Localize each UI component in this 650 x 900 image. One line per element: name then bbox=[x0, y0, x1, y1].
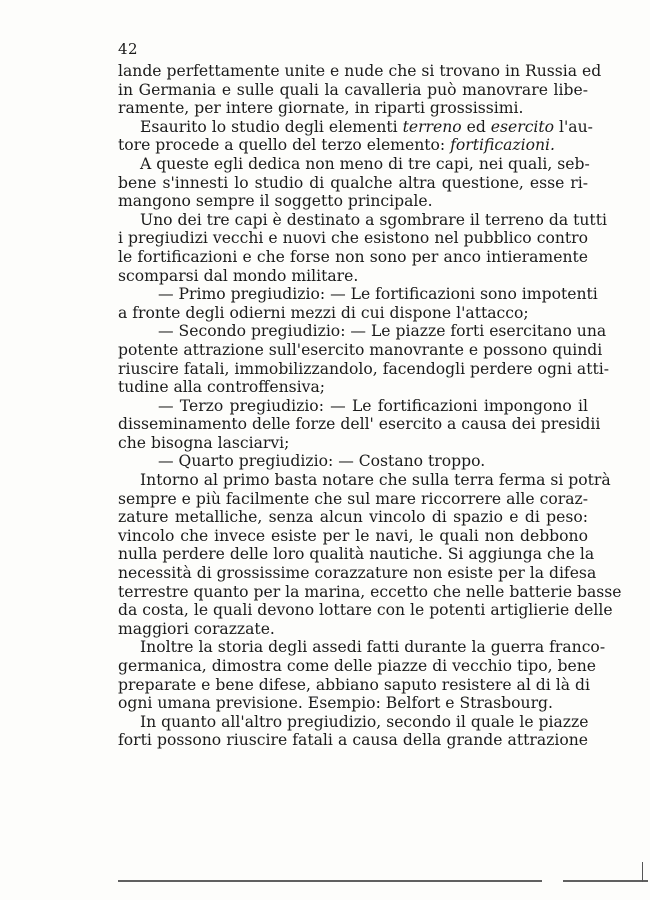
text-line: in Germania e sulle quali la cavalleria può manovrare libe- bbox=[118, 80, 588, 99]
text-line: necessità di grossissime corazzature non esiste per la difesa bbox=[118, 564, 597, 583]
text-line: maggiori corazzate. bbox=[118, 619, 275, 638]
text-line: zature metalliche, senza alcun vincolo di spazio e di peso: bbox=[118, 508, 588, 527]
text-line: In quanto all'altro pregiudizio, secondo il quale le piazze bbox=[140, 712, 589, 731]
text-line: lande perfettamente unite e nude che si trovano in Russia ed bbox=[118, 62, 602, 80]
text-line: bene s'innesti lo studio di qualche altra questione, esse ri- bbox=[118, 173, 588, 192]
text-line: — Primo pregiudizio: — Le fortificazioni sono impotenti bbox=[158, 285, 598, 304]
text-line: Esaurito lo studio degli elementi terreno ed esercito l'au- bbox=[140, 117, 593, 136]
text-line: i pregiudizi vecchi e nuovi che esistono nel pubblico contro bbox=[118, 229, 588, 248]
text-line: mangono sempre il soggetto principale. bbox=[118, 192, 433, 211]
page-body bbox=[118, 62, 622, 750]
text-line: disseminamento delle forze dell' esercito a causa dei presidii bbox=[118, 415, 601, 434]
text-line: ramente, per intere giornate, in riparti grossissimi. bbox=[118, 99, 524, 118]
text-line: tudine alla controffensiva; bbox=[118, 378, 326, 397]
text-line: scomparsi dal mondo militare. bbox=[118, 266, 359, 285]
text-line: le fortificazioni e che forse non sono per anco intieramente bbox=[118, 247, 588, 266]
text-line: tore procede a quello del terzo elemento: fortificazioni. bbox=[118, 136, 555, 155]
text-line: potente attrazione sull'esercito manovrante e possono quindi bbox=[118, 340, 603, 359]
text-line: nulla perdere delle loro qualità nautiche. Si aggiunga che la bbox=[118, 545, 595, 564]
edge-mark bbox=[642, 862, 643, 882]
bottom-scan-rule bbox=[118, 880, 648, 882]
text-line: Inoltre la storia degli assedi fatti durante la guerra franco- bbox=[140, 638, 606, 657]
text-line: riuscire fatali, immobilizzandolo, facendogli perdere ogni atti- bbox=[118, 359, 610, 378]
text-line: che bisogna lasciarvi; bbox=[118, 433, 290, 452]
text-line: Uno dei tre capi è destinato a sgombrare il terreno da tutti bbox=[140, 210, 607, 229]
text-line: preparate e bene difese, abbiano saputo resistere al di là di bbox=[118, 675, 590, 694]
text-line: — Secondo pregiudizio: — Le piazze forti esercitano una bbox=[158, 322, 607, 341]
text-line: germanica, dimostra come delle piazze di vecchio tipo, bene bbox=[118, 657, 597, 675]
text-line: forti possono riuscire fatali a causa della grande attrazione bbox=[118, 731, 588, 750]
text-line: sempre e più facilmente che sul mare riccorrere alle coraz- bbox=[118, 489, 588, 508]
page-number: 42 bbox=[118, 40, 139, 58]
text-line: A queste egli dedica non meno di tre capi, nei quali, seb- bbox=[140, 154, 590, 173]
text-line: terrestre quanto per la marina, eccetto che nelle batterie basse bbox=[118, 582, 622, 601]
text-line: — Terzo pregiudizio: — Le fortificazioni impongono il bbox=[158, 396, 588, 415]
text-line: Intorno al primo basta notare che sulla terra ferma si potrà bbox=[140, 471, 611, 490]
text-line: ogni umana previsione. Esempio: Belfort e Strasbourg. bbox=[118, 694, 553, 713]
text-line: a fronte degli odierni mezzi di cui dispone l'attacco; bbox=[118, 303, 529, 322]
text-line: da costa, le quali devono lottare con le potenti artiglierie delle bbox=[118, 601, 613, 620]
text-line: vincolo che invece esiste per le navi, le quali non debbono bbox=[118, 526, 588, 545]
text-line: — Quarto pregiudizio: — Costano troppo. bbox=[158, 452, 486, 471]
